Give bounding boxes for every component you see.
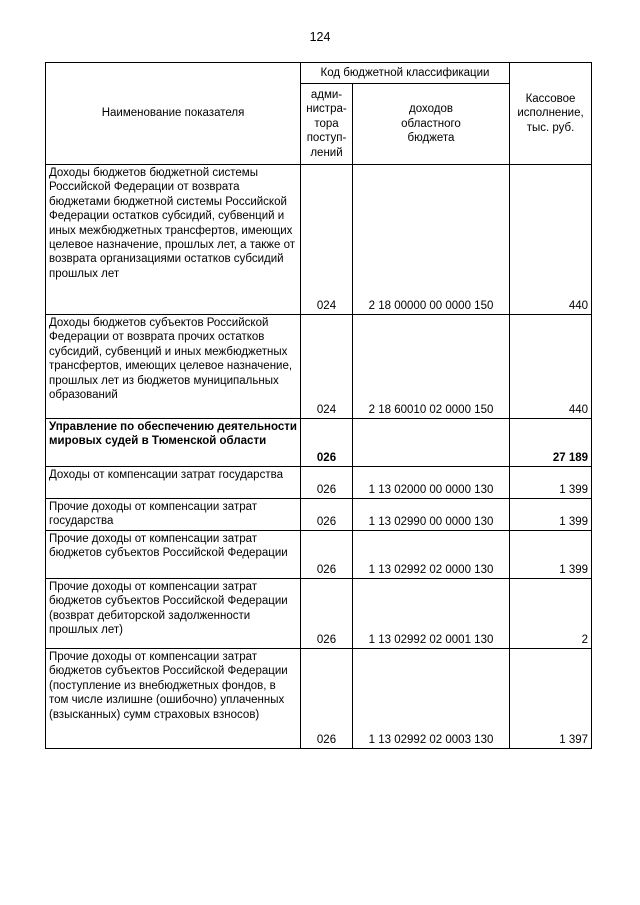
row-name: Доходы бюджетов субъектов Российской Федерации от возврата прочих остатков субсидий, субвенций и иных межбюджетных трансфертов, имеющих целевое назначение, прошлых лет из бюджетов муниципальных образований [46, 315, 301, 419]
header-administrator: адми- нистра- тора поступ- лений [301, 84, 353, 165]
table-row [46, 499, 592, 531]
row-administrator-code: 026 [301, 579, 353, 649]
table-body [46, 165, 592, 749]
table-row [46, 419, 592, 467]
row-amount: 1 399 [510, 467, 592, 499]
row-income-code: 1 13 02992 02 0000 130 [353, 531, 510, 579]
row-name: Прочие доходы от компенсации затрат государства [46, 499, 301, 531]
row-administrator-code: 024 [301, 165, 353, 315]
row-administrator-code: 026 [301, 531, 353, 579]
table-row [46, 531, 592, 579]
row-income-code: 1 13 02000 00 0000 130 [353, 467, 510, 499]
table-row [46, 649, 592, 749]
header-budget-code-group: Код бюджетной классификации [301, 63, 510, 84]
row-name: Доходы от компенсации затрат государства [46, 467, 301, 499]
row-name: Доходы бюджетов бюджетной системы Российской Федерации от возврата бюджетами бюджетной системы Российской Федерации остатков субсидий, субвенций и иных межбюджетных трансфертов, имеющих целевое назначение, прошлых лет, а также от возврата организациями остатков субсидий прошлых лет [46, 165, 301, 315]
row-amount: 1 397 [510, 649, 592, 749]
row-income-code [353, 419, 510, 467]
row-amount: 1 399 [510, 531, 592, 579]
row-income-code: 1 13 02992 02 0001 130 [353, 579, 510, 649]
header-name: Наименование показателя [46, 63, 301, 165]
row-income-code: 1 13 02992 02 0003 130 [353, 649, 510, 749]
row-administrator-code: 026 [301, 649, 353, 749]
row-income-code: 2 18 60010 02 0000 150 [353, 315, 510, 419]
table-row [46, 315, 592, 419]
header-income-code: доходов областного бюджета [353, 84, 510, 165]
row-administrator-code: 026 [301, 499, 353, 531]
row-name: Управление по обеспечению деятельности мировых судей в Тюменской области [46, 419, 301, 467]
header-cash-execution: Кассовое исполнение, тыс. руб. [510, 63, 592, 165]
row-amount: 440 [510, 165, 592, 315]
table-row [46, 165, 592, 315]
budget-table [45, 62, 592, 749]
row-amount: 1 399 [510, 499, 592, 531]
row-income-code: 1 13 02990 00 0000 130 [353, 499, 510, 531]
row-name: Прочие доходы от компенсации затрат бюджетов субъектов Российской Федерации (возврат дебиторской задолженности прошлых лет) [46, 579, 301, 649]
row-name: Прочие доходы от компенсации затрат бюджетов субъектов Российской Федерации (поступление из внебюджетных фондов, в том числе излишне (ошибочно) уплаченных (взысканных) сумм страховых взносов) [46, 649, 301, 749]
row-name: Прочие доходы от компенсации затрат бюджетов субъектов Российской Федерации [46, 531, 301, 579]
row-administrator-code: 024 [301, 315, 353, 419]
row-administrator-code: 026 [301, 467, 353, 499]
table-row [46, 579, 592, 649]
row-income-code: 2 18 00000 00 0000 150 [353, 165, 510, 315]
row-amount: 440 [510, 315, 592, 419]
page-number: 124 [309, 30, 331, 44]
table-row [46, 467, 592, 499]
row-administrator-code: 026 [301, 419, 353, 467]
row-amount: 27 189 [510, 419, 592, 467]
row-amount: 2 [510, 579, 592, 649]
